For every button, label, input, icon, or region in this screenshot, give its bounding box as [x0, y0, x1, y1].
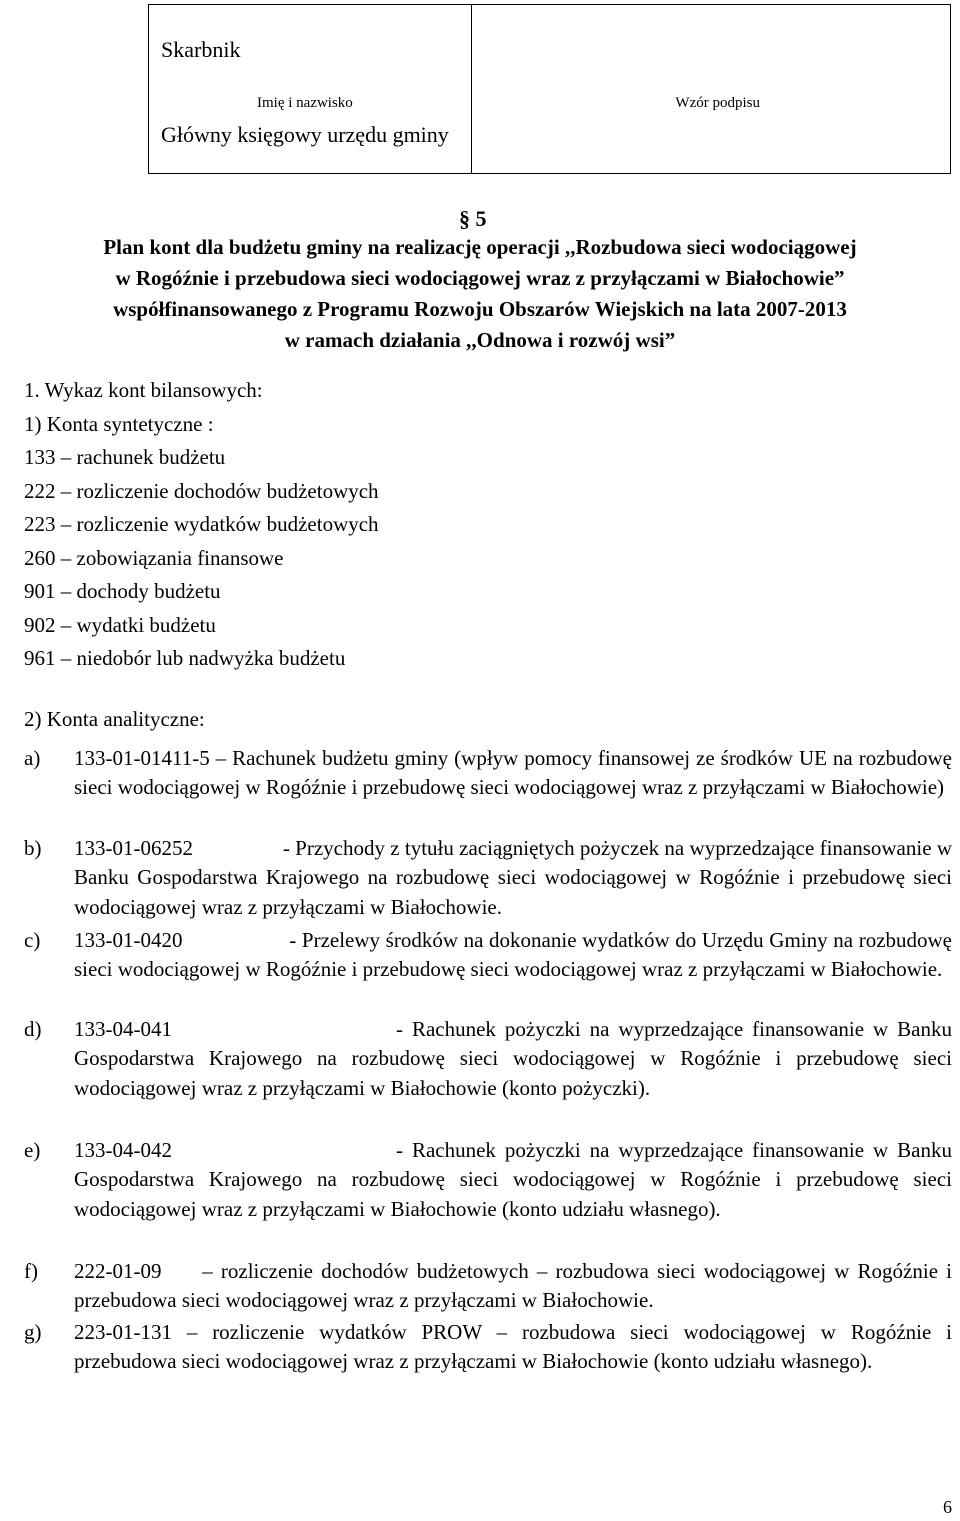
section-number: § 5 [459, 206, 487, 231]
item-marker: c) [24, 928, 41, 952]
role-treasurer: Skarbnik [161, 37, 241, 62]
analytic-item-g [24, 1318, 952, 1377]
item-text: 133-01-0420 - Przelewy środków na dokonanie wydatków do Urzędu Gminy na rozbudowę sieci wodociągowej w Rogóźnie i przebudowę sieci wodociągowej wraz z przyłączami w Białochowie. [74, 928, 958, 982]
signature-table [148, 4, 951, 174]
item-text: 133-01-06252 - Przychody z tytułu zaciągniętych pożyczek na wyprzedzające finansowanie w Banku Gospodarstwa Krajowego na rozbudowę sieci wodociągowej w Rogóźnie i przebudowę sieci wodociągowej wraz z przyłączami w Białochowie. [74, 836, 958, 919]
title-line: Plan kont dla budżetu gminy na realizację operacji ,,Rozbudowa sieci wodociągowej [103, 235, 857, 259]
account-item: 902 – wydatki budżetu [24, 612, 216, 637]
title-line: współfinansowanego z Programu Rozwoju Obszarów Wiejskich na lata 2007-2013 [113, 297, 847, 321]
account-item: 222 – rozliczenie dochodów budżetowych [24, 478, 379, 503]
document-title [20, 232, 940, 356]
item-text: 133-01-01411-5 – Rachunek budżetu gminy (wpływ pomocy finansowej ze środków UE na rozbudowę sieci wodociągowej w Rogóźnie i przebudowę sieci wodociągowej wraz z przyłączami w Białochowie) [74, 746, 952, 800]
analytic-item-b [24, 834, 958, 922]
analytic-item-e [24, 1136, 958, 1224]
item-marker: a) [24, 746, 41, 770]
analytic-item-c [24, 926, 958, 985]
account-item: 223 – rozliczenie wydatków budżetowych [24, 512, 379, 536]
title-line: w Rogóźnie i przebudowa sieci wodociągowej wraz z przyłączami w Białochowie” [115, 266, 845, 290]
signature-table-left-cell [149, 5, 472, 174]
synthetic-accounts-list [24, 374, 954, 676]
item-text: 133-04-041 - Rachunek pożyczki na wyprzedzające finansowanie w Banku Gospodarstwa Krajowego na rozbudowę sieci wodociągowej w Rogóźnie i przebudowę sieci wodociągowej wraz z przyłączami w Białochowie (konto pożyczki). [74, 1017, 958, 1100]
account-item: 901 – dochody budżetu [24, 579, 221, 603]
account-item: 961 – niedobór lub nadwyżka budżetu [24, 646, 346, 670]
item-marker: b) [24, 836, 42, 860]
analytic-accounts-heading: 2) Konta analityczne: [24, 707, 205, 731]
account-item: 260 – zobowiązania finansowe [24, 545, 284, 570]
item-marker: d) [24, 1017, 42, 1041]
item-marker: f) [24, 1259, 38, 1283]
role-chief-accountant: Główny księgowy urzędu gminy [161, 122, 449, 147]
analytic-item-a [24, 744, 952, 803]
item-text: 222-01-09 – rozliczenie dochodów budżetowych – rozbudowa sieci wodociągowej w Rogóźnie i przebudowa sieci wodociągowej wraz z przyłączami w Białochowie. [74, 1259, 958, 1313]
item-text: 133-04-042 - Rachunek pożyczki na wyprzedzające finansowanie w Banku Gospodarstwa Krajowego na rozbudowę sieci wodociągowej w Rogóźnie i przebudowę sieci wodociągowej wraz z przyłączami w Białochowie (konto udziału własnego). [74, 1138, 958, 1221]
name-label: Imię i nazwisko [257, 95, 353, 111]
account-item: 133 – rachunek budżetu [24, 445, 226, 469]
page-number: 6 [943, 1497, 952, 1517]
title-line: w ramach działania ,,Odnowa i rozwój wsi” [284, 328, 676, 352]
item-marker: e) [24, 1138, 41, 1162]
item-text: 223-01-131 – rozliczenie wydatków PROW – rozbudowa sieci wodociągowej w Rogóźnie i przebudowa sieci wodociągowej wraz z przyłączami w Białochowie (konto udziału własnego). [74, 1320, 952, 1374]
synthetic-accounts-heading: 1) Konta syntetyczne : [24, 411, 214, 436]
analytic-item-f [24, 1257, 958, 1316]
item-marker: g) [24, 1320, 42, 1344]
signature-label: Wzór podpisu [675, 95, 760, 111]
section1-heading: 1. Wykaz kont bilansowych: [24, 378, 263, 402]
analytic-item-d [24, 1015, 958, 1103]
signature-table-right-cell [472, 5, 951, 174]
